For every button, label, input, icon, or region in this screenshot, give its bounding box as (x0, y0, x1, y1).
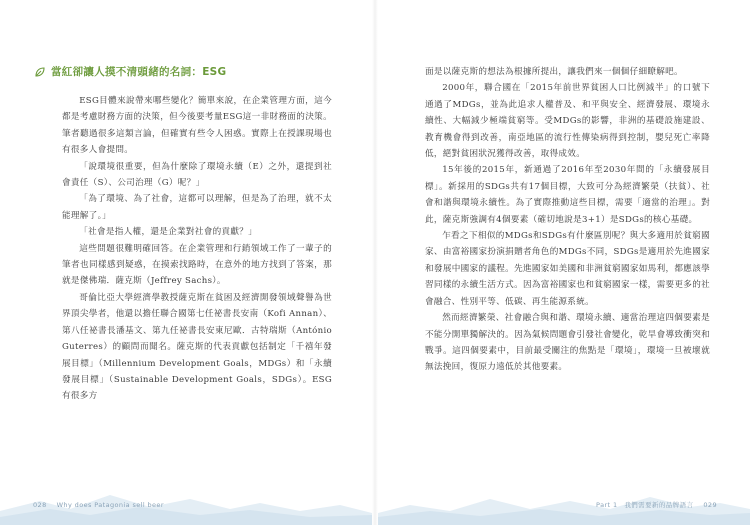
page-gutter (372, 0, 378, 525)
right-paragraph-5: 然而經濟繁榮、社會融合與和諧、環境永續、適當治理這四個要素是不能分開單獨解決的。因為氣候問題會引發社會變化，乾旱會導致衝突和戰爭。這四個要素中，目前最受關注的焦點是「環境」，環境一旦被壞就無法挽回，復原力遠低於其他要素。 (425, 313, 710, 373)
right-page (425, 64, 710, 376)
right-paragraph-2: 2000年，聯合國在「2015年前世界貧困人口比例減半」的口號下通過了MDGs，並為此追求人權普及、和平與安全、經濟發展、環境永續性、大幅減少極端貧窮等。受MDGs的影響，非洲的基礎設施建設、教育機會得到改善，南亞地區的流行性傳染病得到控制，嬰兒死亡率降低，絕對貧困狀況獲得改善，取得成效。 (425, 83, 710, 160)
left-folio (33, 501, 164, 509)
right-folio (596, 500, 717, 509)
right-paragraph-4: 乍看之下相似的MDGs和SDGs有什麼區別呢？與大多適用於貧窮國家、由富裕國家扮演捐贈者角色的MDGs不同，SDGs是適用於先進國家和發展中國家的議程。先進國家如美國和非洲貧窮國家如馬利，都應該學習同樣的永續生活方式。因為富裕國家也和貧窮國家一樣，需要更多的社會融合、性別平等、低碳、再生能源系統。 (425, 231, 710, 307)
right-page-number: 029 (703, 501, 717, 509)
left-paragraph-1: ESG目體來說帶來哪些變化？簡單來說，在企業管理方面，這今都是考慮財務方面的決策，但今後要考量ESG這一非財務面的決策。筆者聽過很多這類言論，但確實有些令人困惑。實際上在授課現場也有很多人會提問。 (62, 96, 332, 156)
leaf-icon (34, 66, 46, 78)
right-paragraph-3: 15年後的2015年，新通過了2016年至2030年間的「永續發展目標」。新採用的SDGs共有17個目標，大致可分為經濟繁榮（扶貧）、社會和諧與環境永續性。為了實際推動這些目標，需要「適當的治理」。對此，薩克斯強調有4個要素（確切地說是3+1）是SDGs的核心基礎。 (425, 165, 710, 225)
left-page-number: 028 (33, 501, 47, 509)
left-paragraph-6: 哥倫比亞大學經濟學教授薩克斯在貧困及經濟開發領域聲譽為世界頂尖學者，他還以擔任聯合國第七任祕書長安南（Kofi Annan）、第八任祕書長潘基文、第九任祕書長安東尼歐．古特瑞斯（António Guterres）的顧問而聞名。薩克斯的代表貢獻包括制定「千禧年發展目標」（Millennium Development Goals，MDGs）和「永續發展目標」（Sustainable Development Goals，SDGs）。ESG有很多方 (62, 292, 332, 402)
left-paragraph-3: 「為了環境、為了社會，這都可以理解，但是為了治理，就不太能理解了。」 (62, 194, 332, 221)
left-paragraph-2: 「說環境很重要，但為什麼除了環境永續（E）之外，還提到社會責任（S）、公司治理（G）呢？」 (62, 161, 332, 189)
left-running-title: Why does Patagonia sell beer (56, 501, 164, 509)
left-page (51, 64, 332, 405)
section-heading (34, 64, 332, 79)
section-heading-text: 當紅卻讓人摸不清頭緒的名詞：ESG (51, 66, 227, 78)
right-paragraph-1: 面是以薩克斯的想法為根據所提出，讓我們來一個個仔細瞭解吧。 (425, 67, 683, 77)
left-paragraph-5: 這些問題很難明確回答。在企業管理和行銷領域工作了一輩子的筆者也同樣感到疑惑，在摸索找路時，在意外的地方找到了答案，那就是傑佛瑞．薩克斯（Jeffrey Sachs）。 (62, 243, 332, 287)
right-running-title: Part 1 我們需要新的品牌語言 (596, 501, 694, 509)
left-paragraph-4: 「社會是指人權，還是企業對社會的貢獻？」 (79, 227, 258, 238)
